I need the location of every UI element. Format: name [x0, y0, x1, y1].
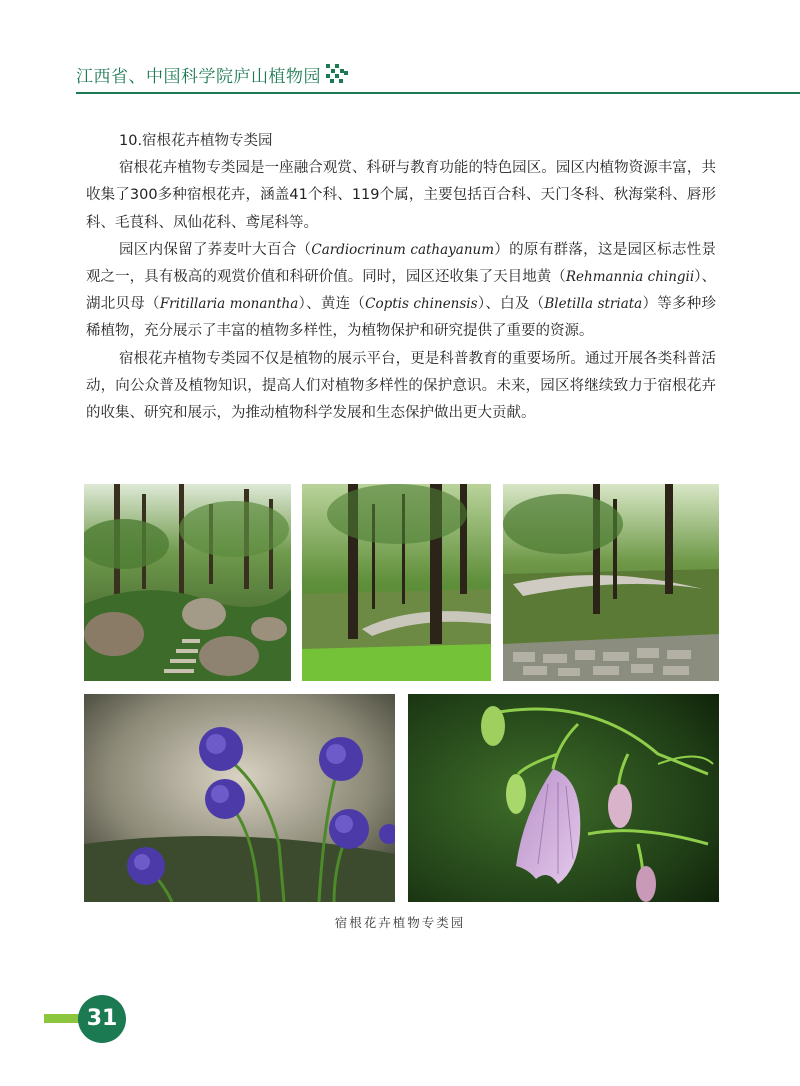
text-run: ）、白及（: [477, 296, 545, 313]
paragraph-intro: 宿根花卉植物专类园是一座融合观赏、科研与教育功能的特色园区。园区内植物资源丰富，共收集了300多种宿根花卉，涵盖41个科、119个属，主要包括百合科、天门冬科、秋海棠科、唇形科、毛茛科、凤仙花科、鸢尾科等。: [86, 160, 716, 231]
text-run: ）的原有群落，这是园区标志性景观之一，具有极高的观赏价值和科研价值。同时，园区还收集了天目地黄（: [86, 241, 716, 286]
header-title: 江西省、中国科学院庐山植物园: [76, 67, 321, 87]
chevron-right-icon: [326, 62, 350, 84]
paragraph-education: 宿根花卉植物专类园不仅是植物的展示平台，更是科普教育的重要场所。通过开展各类科普活动，向公众普及植物知识，提高人们对植物多样性的保护意识。未来，园区将继续致力于宿根花卉的收集、研究和展示，为推动植物科学发展和生态保护做出更大贡献。: [86, 350, 716, 422]
photo-garden-path: [302, 484, 491, 681]
page-number: 31: [78, 995, 126, 1043]
photo-purple-flowers: [84, 694, 395, 902]
text-run: 园区内保留了荞麦叶大百合（: [119, 241, 312, 258]
article-body: [86, 128, 716, 427]
latin-name: Rehmannia chingii: [565, 269, 695, 286]
paragraph-species: [86, 237, 716, 346]
text-run: ）等多种珍稀植物，充分展示了丰富的植物多样性，为植物保护和研究提供了重要的资源。: [86, 296, 717, 340]
text-run: ）、黄连（: [298, 296, 366, 313]
text-run: ）、湖北贝母（: [86, 269, 717, 313]
latin-name: Fritillaria monantha: [159, 296, 299, 313]
photo-garden-beds: [503, 484, 719, 681]
header-rule: [76, 92, 800, 94]
latin-name: Cardiocrinum cathayanum: [311, 241, 495, 258]
latin-name: Coptis chinensis: [365, 296, 478, 313]
photo-bellflower: [408, 694, 719, 902]
photo-forest-rocks: [84, 484, 291, 681]
section-heading: 10.宿根花卉植物专类园: [119, 133, 273, 149]
latin-name: Bletilla striata: [544, 296, 643, 313]
figure-caption: 宿根花卉植物专类园: [334, 915, 466, 930]
